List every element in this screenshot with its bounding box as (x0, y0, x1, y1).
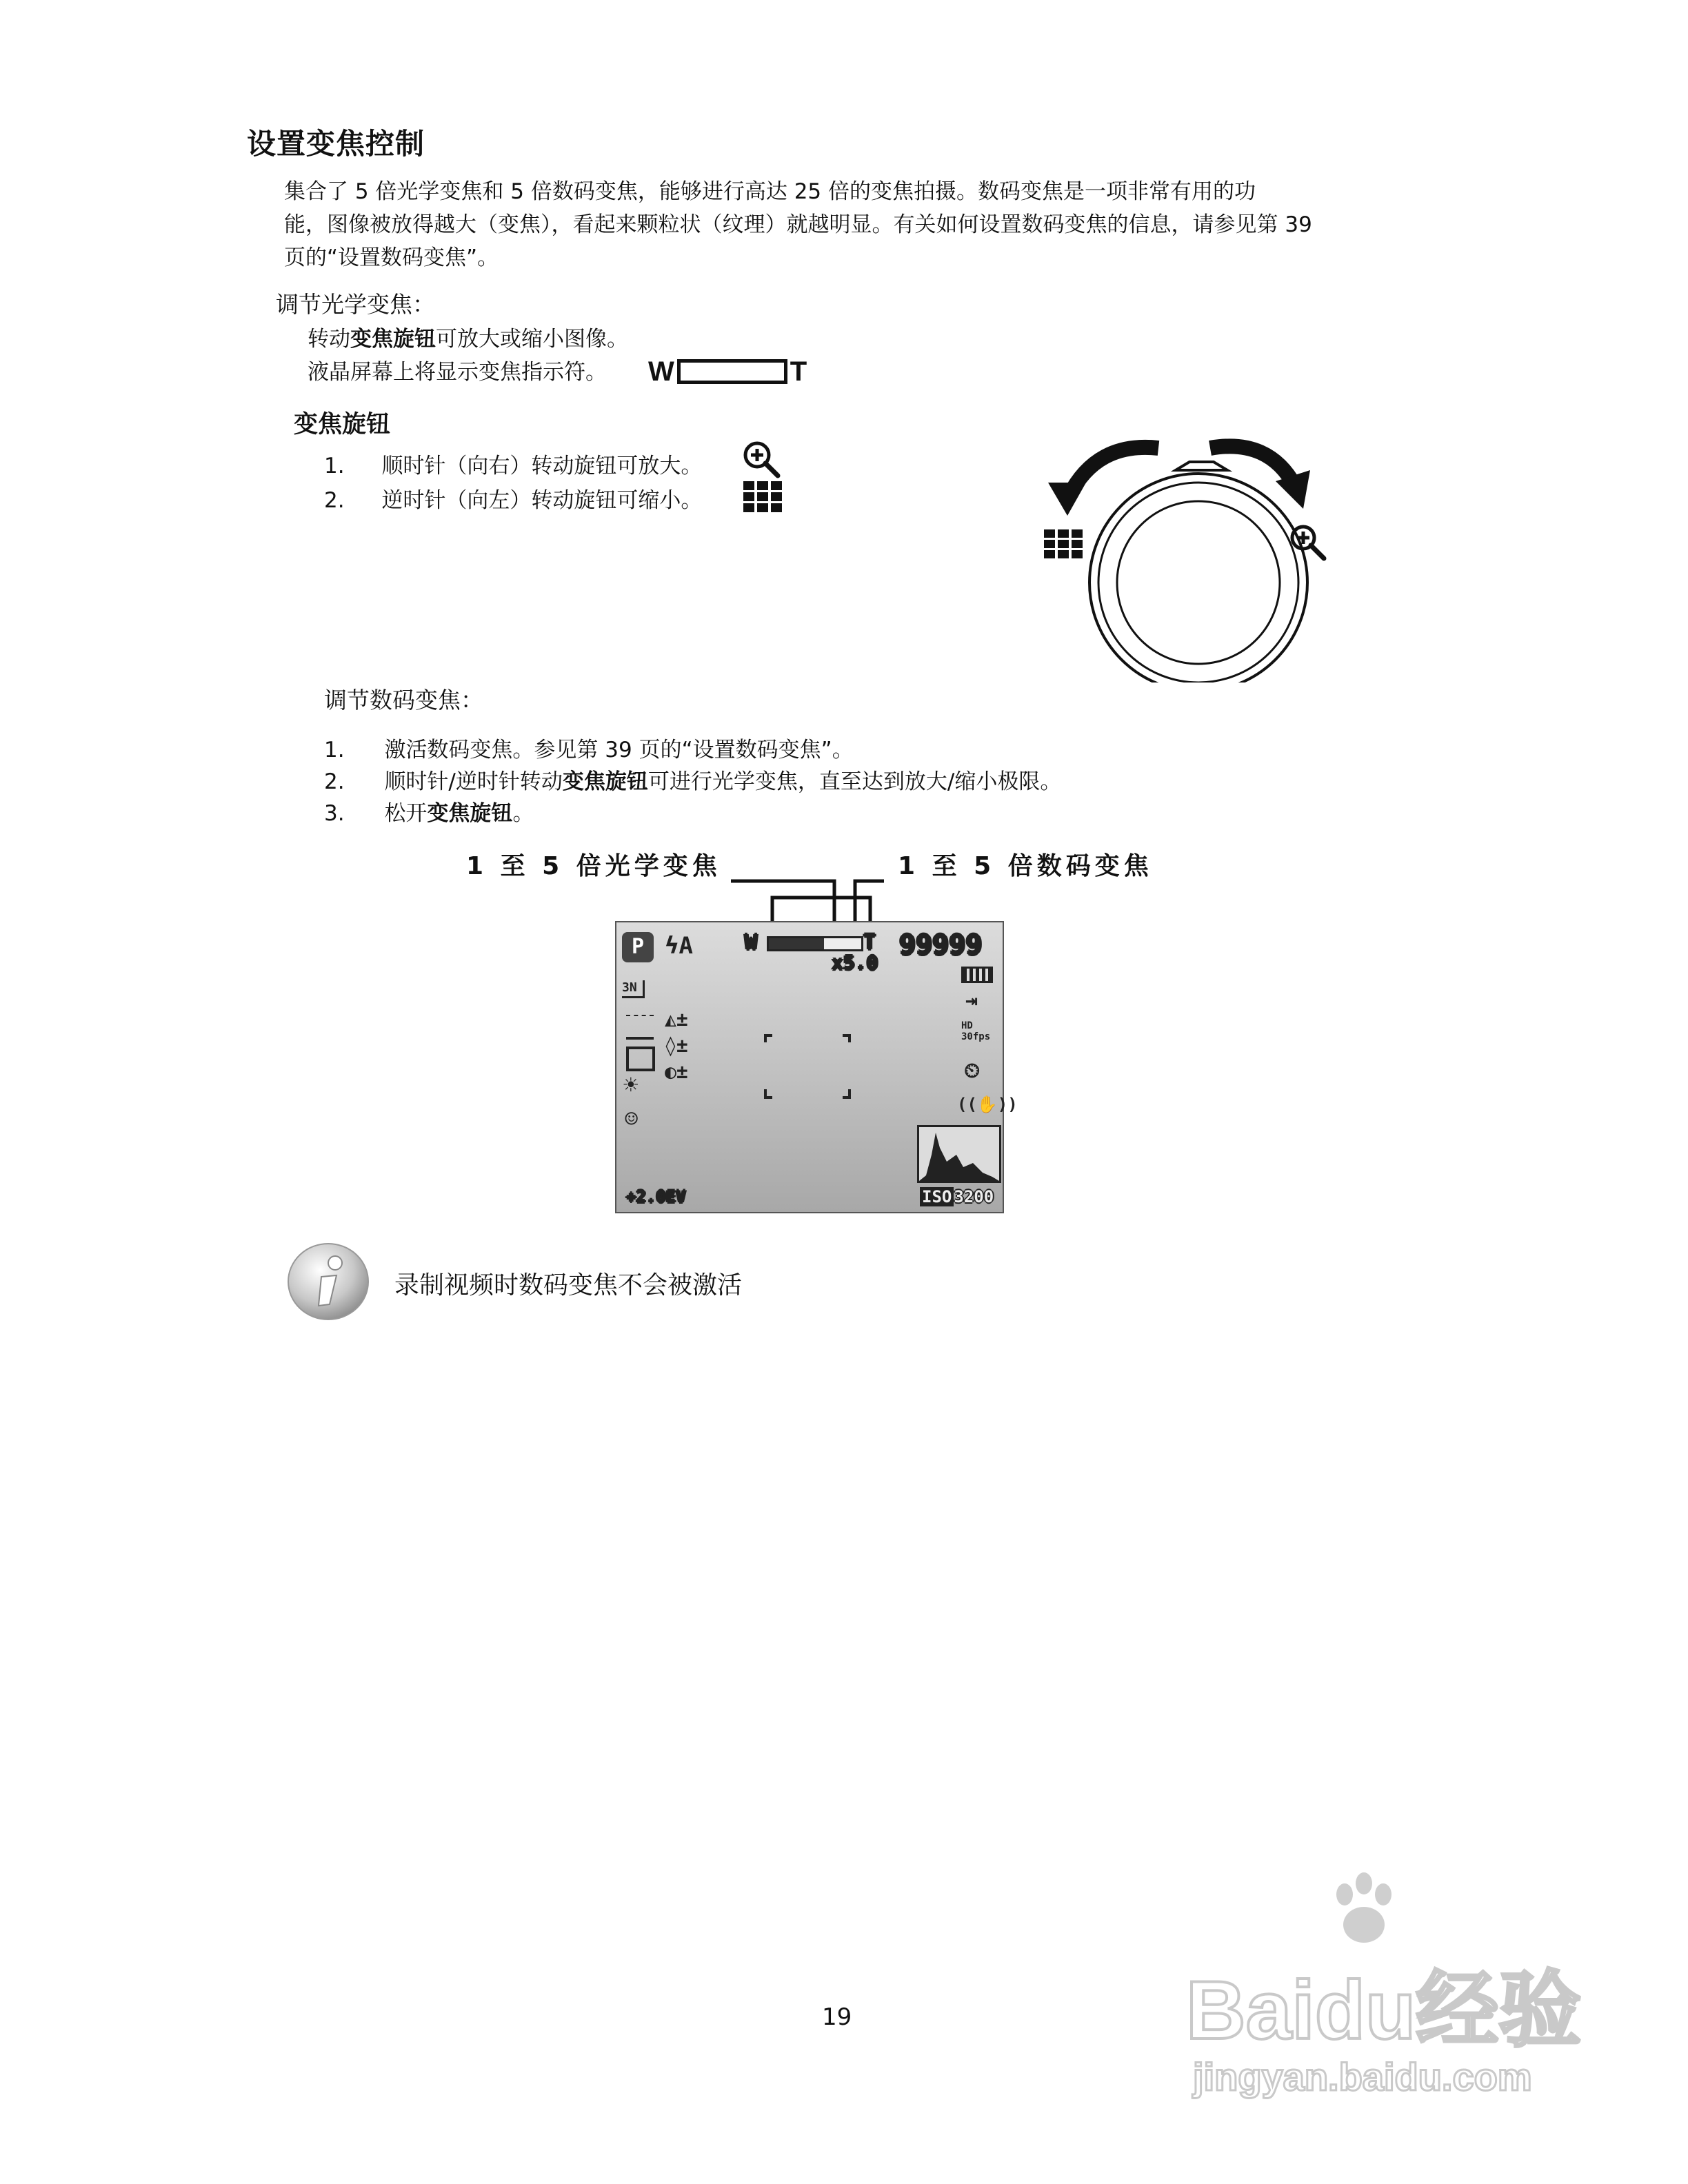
iso-indicator (920, 1187, 994, 1206)
optical-heading: 调节光学变焦： (276, 291, 435, 318)
intro-line-1: 集合了 5 倍光学变焦和 5 倍数码变焦，能够进行高达 25 倍的变焦拍摄。数码变焦是一项非常有用的功 (284, 179, 1256, 204)
saturation-icon: ◊± (665, 1034, 688, 1057)
histogram-curve (919, 1127, 999, 1181)
digital-heading: 调节数码变焦： (324, 687, 483, 714)
zoom-indicator-t: T (790, 356, 807, 387)
anti-shake-icon: ((✋)) (957, 1095, 1018, 1114)
metering-icon (626, 1046, 655, 1071)
battery-icon (961, 967, 993, 983)
video-resolution-icon (961, 1020, 990, 1042)
digital-item-2-bold: 变焦旋钮 (562, 769, 648, 794)
optical-line-2: 液晶屏幕上将显示变焦指示符。 (308, 360, 607, 385)
drive-mode-icon: 3N (622, 980, 645, 998)
dial-heading: 变焦旋钮 (294, 411, 391, 438)
iso-value: 3200 (954, 1187, 994, 1206)
lcd-zoom-bar-fill (769, 938, 824, 949)
dial-item-1-num: 1. (324, 454, 345, 478)
zoom-indicator-bar (677, 359, 787, 384)
dial-item-2-text: 逆时针（向左）转动旋钮可缩小。 (381, 488, 703, 513)
digital-item-3 (324, 797, 534, 830)
zoom-indicator (648, 353, 807, 390)
digital-item-3-num: 3. (324, 801, 345, 826)
optical-line-1 (308, 323, 628, 356)
dial-item-1 (324, 449, 702, 483)
optical-line-1-pre: 转动 (308, 327, 350, 352)
video-fps-label: 30fps (961, 1031, 991, 1042)
zoom-factor: x5.0 (832, 951, 878, 974)
digital-item-3-pre: 松开 (384, 801, 428, 826)
digital-item-2-pre: 顺时针/逆时针转动 (384, 769, 563, 794)
lcd-zoom-t: T (863, 931, 876, 955)
info-icon (285, 1241, 371, 1322)
sun-icon: ☀ (623, 1071, 639, 1100)
exposure-value: +2.0EV (626, 1187, 686, 1206)
zoom-indicator-w: W (648, 356, 674, 387)
counterclockwise-arrow-head (1048, 483, 1086, 516)
digital-item-1-text: 激活数码变焦。参见第 39 页的“设置数码变焦”。 (384, 738, 854, 762)
page-number: 19 (822, 2003, 852, 2031)
label-digital-zoom: 1 至 5 倍数码变焦 (898, 852, 1153, 880)
dial-item-2-num: 2. (324, 488, 345, 513)
histogram (917, 1125, 1001, 1183)
zoom-dial-term: 变焦旋钮 (350, 327, 436, 352)
thumbnail-grid-icon (743, 481, 782, 513)
digital-item-3-bold: 变焦旋钮 (427, 801, 513, 826)
digital-item-2-post: 可进行光学变焦，直至达到放大/缩小极限。 (647, 769, 1062, 794)
lcd-zoom-w: W (745, 931, 758, 955)
baidu-watermark (1186, 1868, 1582, 2110)
intro-line-2: 能，图像被放得越大（变焦），看起来颗粒状（纹理）就越明显。有关如何设置数码变焦的信息，请参见第 39 (284, 212, 1312, 237)
video-note: 录制视频时数码变焦不会被激活 (394, 1271, 743, 1300)
dial-item-2 (324, 484, 702, 517)
mode-icon: P (622, 932, 654, 962)
iso-label: ISO (920, 1187, 954, 1206)
video-hd-label: HD (961, 1020, 973, 1031)
memory-card-icon: ⇥ (965, 989, 978, 1013)
contrast-icon: ◐± (665, 1060, 688, 1083)
flash-icon: ϟA (665, 932, 693, 960)
paw-icon (1324, 1868, 1407, 1951)
dial-item-1-text: 顺时针（向右）转动旋钮可放大。 (381, 454, 703, 478)
zoom-dial-illustration (1034, 427, 1345, 682)
lcd-zoom-bar (767, 936, 863, 951)
digital-item-1 (324, 734, 854, 767)
shots-remaining: 99999 (899, 929, 983, 961)
dial-thumbnail-icon (1044, 529, 1083, 558)
face-detect-icon: ☺ (625, 1106, 639, 1132)
optical-line-1-post: 可放大或缩小图像。 (436, 327, 628, 352)
callout-lines (724, 876, 896, 924)
intro-line-3: 页的“设置数码变焦”。 (284, 245, 499, 270)
label-optical-zoom: 1 至 5 倍光学变焦 (466, 852, 721, 880)
watermark-brand: Baidu经验 (1186, 1964, 1582, 2056)
focus-frame (763, 1033, 852, 1102)
sharpness-icon: ◭± (665, 1008, 688, 1031)
digital-item-2 (324, 765, 1061, 798)
lcd-screen (615, 921, 1018, 1213)
watermark-url: jingyan.baidu.com (1193, 2055, 1532, 2099)
digital-item-2-num: 2. (324, 769, 345, 794)
page-title: 设置变焦控制 (247, 127, 425, 161)
zoom-in-icon (741, 438, 782, 480)
digital-item-3-post: 。 (512, 801, 534, 826)
self-timer-icon: ⏲ (964, 1059, 981, 1083)
digital-item-1-num: 1. (324, 738, 345, 762)
white-balance-icon (626, 1015, 654, 1040)
